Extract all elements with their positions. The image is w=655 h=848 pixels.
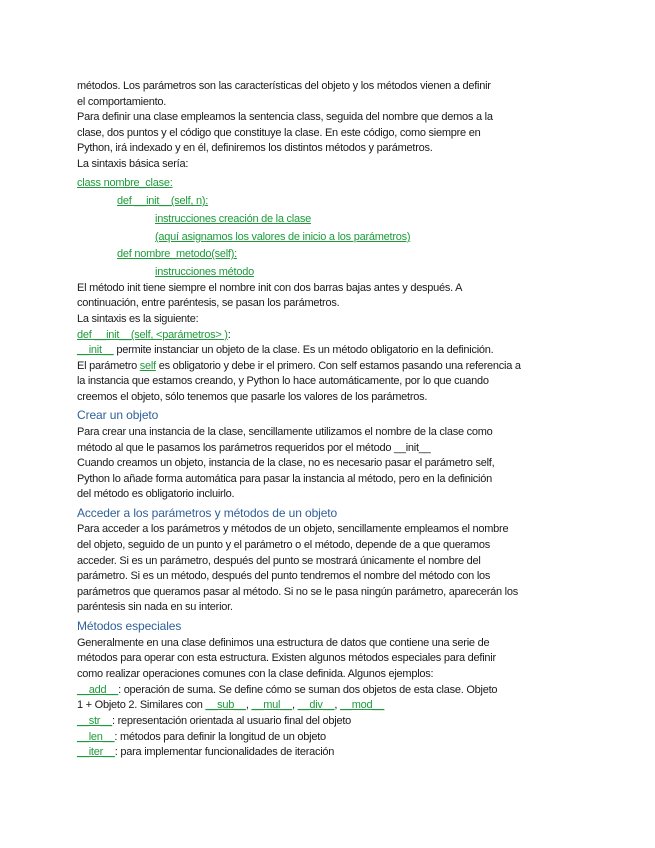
access-paragraph-line: paréntesis sin nada en su interior.: [77, 601, 233, 613]
special-paragraph-line: métodos para operar con esta estructura. Existen algunos métodos especiales para definir: [77, 652, 496, 664]
access-paragraph-line: parámetro. Si es un método, después del punto tendremos el nombre del método con los: [77, 570, 491, 582]
code-init-body-comment: (aquí asignamos los valores de inicio a los parámetros): [155, 231, 411, 243]
heading-access-object: Acceder a los parámetros y métodos de un objeto: [77, 506, 338, 520]
len-description: : métodos para definir la longitud de un objeto: [114, 731, 326, 743]
init-paragraph-line: El método init tiene siempre el nombre init con dos barras bajas antes y después. A: [77, 282, 463, 294]
mod-keyword: __mod__: [340, 699, 385, 711]
special-str-line: [77, 714, 351, 728]
intro-line: La sintaxis básica sería:: [77, 158, 189, 170]
separator: ,: [245, 699, 252, 711]
add-description: : operación de suma. Se define cómo se suman dos objetos de esta clase. Objeto: [118, 684, 498, 696]
access-paragraph-line: Para acceder a los parámetros y métodos de un objeto, sencillamente empleamos el nombre: [77, 523, 509, 535]
code-method-def: def nombre_metodo(self):: [117, 248, 237, 260]
access-paragraph-line: parámetros que queramos pasar al método. Si no se le pasa ningún parámetro, aparecerán los: [77, 586, 518, 598]
special-add-line: [77, 683, 497, 697]
separator: ,: [291, 699, 298, 711]
div-keyword: __div__: [297, 699, 335, 711]
str-keyword: __str__: [77, 715, 112, 727]
special-len-line: [77, 730, 326, 744]
self-description-line: [77, 359, 521, 373]
init-description-text: permite instanciar un objeto de la clase. Es un método obligatorio en la definición.: [113, 344, 494, 356]
init-syntax-colon: :: [227, 329, 231, 341]
iter-description: : para implementar funcionalidades de iteración: [114, 746, 335, 758]
similar-prefix: 1 + Objeto 2. Similares con: [77, 699, 206, 711]
special-iter-line: [77, 745, 334, 759]
intro-line: Para definir una clase empleamos la sentencia class, seguida del nombre que demos a la: [77, 111, 493, 123]
create-paragraph-line: Para crear una instancia de la clase, sencillamente utilizamos el nombre de la clase como: [77, 426, 493, 438]
access-paragraph-line: acceder. Si es un parámetro, después del punto se mostrará únicamente el nombre del: [77, 555, 481, 567]
init-keyword: __init__: [77, 344, 114, 356]
intro-line: clase, dos puntos y el código que constituye la clase. En este código, como siempre en: [77, 127, 481, 139]
iter-keyword: __iter__: [77, 746, 115, 758]
sub-keyword: __sub__: [205, 699, 246, 711]
heading-create-object: Crear un objeto: [77, 408, 159, 422]
len-keyword: __len__: [77, 731, 115, 743]
init-paragraph-line: La sintaxis es la siguiente:: [77, 313, 199, 325]
init-paragraph-line: continuación, entre paréntesis, se pasan los parámetros.: [77, 297, 340, 309]
code-init-def: def __init__(self, n):: [117, 195, 209, 207]
init-syntax-code: def __init__(self, <parámetros> ): [77, 329, 228, 341]
add-keyword: __add__: [77, 684, 119, 696]
code-class-line: class nombre_clase:: [77, 177, 173, 189]
create-paragraph-line: del método es obligatorio incluirlo.: [77, 488, 235, 500]
special-paragraph-line: como realizar operaciones comunes con la clase definida. Algunos ejemplos:: [77, 668, 434, 680]
code-method-body: instrucciones método: [155, 266, 254, 278]
intro-line: métodos. Los parámetros son las características del objeto y los métodos vienen a definir: [77, 80, 491, 92]
str-description: : representación orientada al usuario final del objeto: [111, 715, 352, 727]
self-keyword: self: [139, 360, 156, 372]
self-description-prefix: El parámetro: [77, 360, 140, 372]
init-description-line: [77, 343, 493, 357]
heading-special-methods: Métodos especiales: [77, 619, 182, 633]
init-paragraph-line: la instancia que estamos creando, y Python lo hace automáticamente, por lo que cuando: [77, 375, 489, 387]
special-paragraph-line: Generalmente en una clase definimos una estructura de datos que contiene una serie de: [77, 637, 490, 649]
init-syntax-line: [77, 328, 231, 342]
mul-keyword: __mul__: [251, 699, 292, 711]
create-paragraph-line: método al que le pasamos los parámetros requeridos por el método __init__: [77, 442, 431, 454]
create-paragraph-line: Python lo añade forma automática para pasar la instancia al método, pero en la definición: [77, 473, 492, 485]
access-paragraph-line: del objeto, seguido de un punto y el parámetro o el método, depende de a que queramos: [77, 539, 490, 551]
code-init-body: instrucciones creación de la clase: [155, 213, 311, 225]
intro-line: el comportamiento.: [77, 96, 167, 108]
self-description-text: es obligatorio y debe ir el primero. Con self estamos pasando una referencia a: [155, 360, 521, 372]
init-paragraph-line: creemos el objeto, sólo tenemos que pasarle los valores de los parámetros.: [77, 391, 428, 403]
intro-line: Python, irá indexado y en él, definiremos los distintos métodos y parámetros.: [77, 142, 433, 154]
special-similar-line: [77, 698, 384, 712]
create-paragraph-line: Cuando creamos un objeto, instancia de la clase, no es necesario pasar el parámetro self,: [77, 457, 495, 469]
separator: ,: [334, 699, 341, 711]
